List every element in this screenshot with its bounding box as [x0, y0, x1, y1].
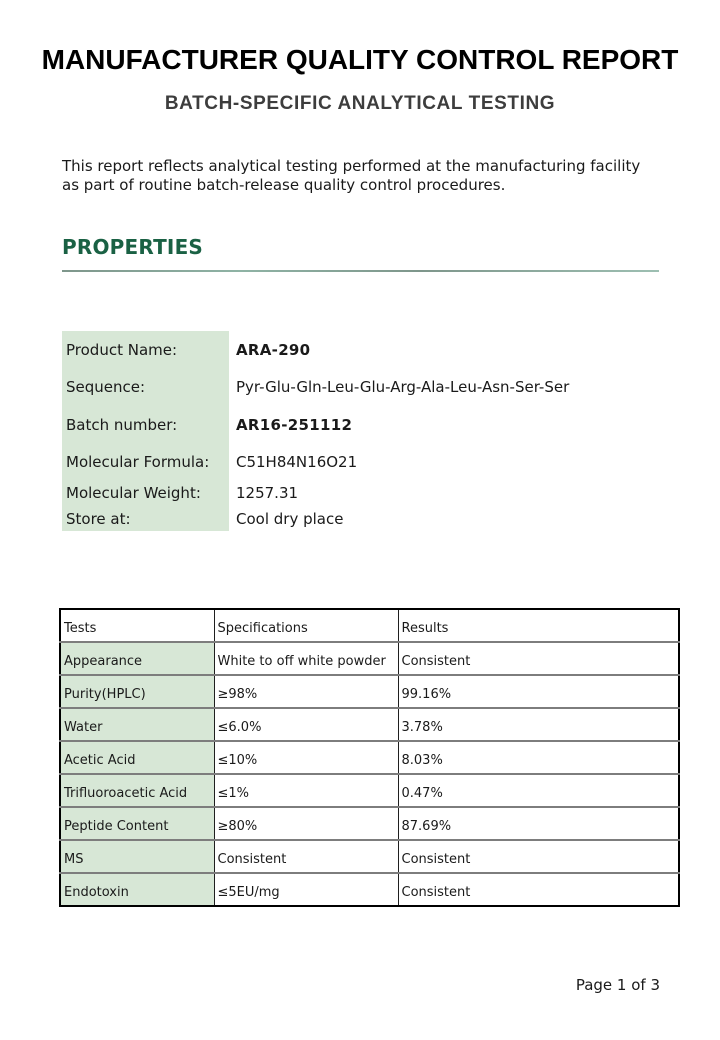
test-specification: ≥98%	[214, 675, 398, 708]
property-label: Product Name:	[62, 331, 229, 368]
test-name: Appearance	[60, 642, 214, 675]
test-name: Peptide Content	[60, 807, 214, 840]
property-label: Molecular Formula:	[62, 443, 229, 480]
test-specification: ≤1%	[214, 774, 398, 807]
test-name: Trifluoroacetic Acid	[60, 774, 214, 807]
report-subtitle: BATCH-SPECIFIC ANALYTICAL TESTING	[164, 93, 556, 114]
test-specification: ≤5EU/mg	[214, 873, 398, 906]
test-name: Acetic Acid	[60, 741, 214, 774]
test-result: 87.69%	[398, 807, 679, 840]
properties-table	[62, 331, 682, 531]
property-row-molecular-formula	[62, 443, 682, 480]
intro-paragraph	[62, 157, 692, 195]
report-title: MANUFACTURER QUALITY CONTROL REPORT	[41, 44, 679, 75]
property-row-molecular-weight	[62, 480, 682, 506]
test-name: Endotoxin	[60, 873, 214, 906]
test-result: 3.78%	[398, 708, 679, 741]
page-number: Page 1 of 3	[575, 976, 660, 994]
test-specification: Consistent	[214, 840, 398, 873]
property-value: Pyr-Glu-Gln-Leu-Glu-Arg-Ala-Leu-Asn-Ser-Ser	[236, 378, 570, 396]
test-result: 8.03%	[398, 741, 679, 774]
test-result: 99.16%	[398, 675, 679, 708]
test-specification: ≤10%	[214, 741, 398, 774]
properties-divider	[62, 270, 659, 272]
test-name: MS	[60, 840, 214, 873]
table-row-endotoxin	[60, 873, 679, 906]
property-value: 1257.31	[236, 484, 299, 502]
tests-header-specifications: Specifications	[214, 609, 398, 642]
property-label: Batch number:	[62, 406, 229, 443]
table-row-water	[60, 708, 679, 741]
property-value: C51H84N16O21	[236, 452, 358, 471]
property-value: ARA-290	[236, 340, 311, 359]
property-row-store-at	[62, 506, 682, 531]
property-row-batch-number	[62, 406, 682, 443]
table-row-acetic-acid	[60, 741, 679, 774]
test-result: 0.47%	[398, 774, 679, 807]
test-name: Purity(HPLC)	[60, 675, 214, 708]
test-result: Consistent	[398, 873, 679, 906]
property-label: Store at:	[62, 506, 229, 531]
tests-header-results: Results	[398, 609, 679, 642]
table-row-ms	[60, 840, 679, 873]
tests-header-row	[60, 609, 679, 642]
table-row-peptide-content	[60, 807, 679, 840]
intro-line-1: This report reflects analytical testing performed at the manufacturing facility	[62, 157, 641, 175]
property-value: AR16-251112	[236, 415, 353, 434]
property-row-product-name	[62, 331, 682, 368]
table-row-appearance	[60, 642, 679, 675]
tests-header-tests: Tests	[64, 621, 97, 636]
intro-line-2: as part of routine batch-release quality control procedures.	[62, 176, 506, 194]
tests-table	[59, 608, 680, 907]
property-label: Sequence:	[62, 368, 229, 406]
table-row-trifluoroacetic-acid	[60, 774, 679, 807]
test-result: Consistent	[398, 642, 679, 675]
table-row-purity	[60, 675, 679, 708]
property-label: Molecular Weight:	[62, 480, 229, 506]
test-specification: ≥80%	[214, 807, 398, 840]
properties-heading: PROPERTIES	[62, 235, 204, 259]
test-result: Consistent	[398, 840, 679, 873]
test-name: Water	[60, 708, 214, 741]
property-value: Cool dry place	[236, 509, 344, 528]
test-specification: White to off white powder	[214, 642, 398, 675]
property-row-sequence	[62, 368, 682, 406]
test-specification: ≤6.0%	[214, 708, 398, 741]
